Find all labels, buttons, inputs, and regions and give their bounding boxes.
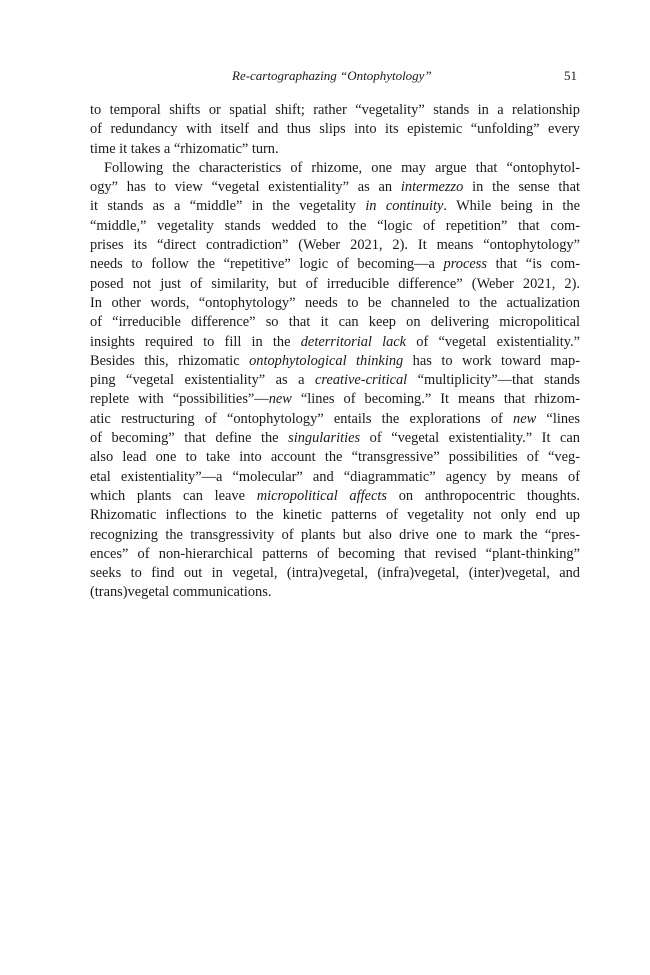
text-run: insights required to fill in the xyxy=(90,333,301,350)
text-line xyxy=(90,197,580,216)
text-line xyxy=(90,487,580,506)
text-run: Rhizomatic inflections to the kinetic patterns of vegetality not only end up xyxy=(90,507,580,524)
text-line xyxy=(90,371,580,390)
text-run: “multiplicity”—that stands xyxy=(407,372,580,389)
text-run: ping “vegetal existentiality” as a xyxy=(90,372,315,389)
italic-phrase: singularities xyxy=(288,430,361,447)
text-run: (trans)vegetal communications. xyxy=(90,584,272,601)
italic-phrase: ontophytological thinking xyxy=(249,352,404,369)
text-run: to temporal shifts or spatial shift; rather “vegetality” stands in a relationship xyxy=(90,102,580,118)
italic-phrase: in continuity xyxy=(365,198,444,215)
text-run: posed not just of similarity, but of irreducible difference” (Weber 2021, 2). xyxy=(90,275,580,292)
italic-phrase: new xyxy=(268,391,292,408)
text-run: ences” of non-hierarchical patterns of becoming that revised “plant-thinking” xyxy=(90,545,580,562)
text-line xyxy=(90,275,580,294)
text-run: of redundancy with itself and thus slips into its epistemic “unfolding” every xyxy=(90,121,580,138)
text-line xyxy=(90,333,580,352)
text-run: etal existentiality”—a “molecular” and “diagrammatic” agency by means of xyxy=(90,468,580,485)
text-run: it stands as a “middle” in the vegetality xyxy=(90,198,366,215)
text-run: Following the characteristics of rhizome, one may argue that “ontophytol- xyxy=(104,159,580,176)
text-run: that “is com- xyxy=(486,256,580,273)
text-run: which plants can leave xyxy=(90,487,257,504)
text-line xyxy=(90,159,580,178)
text-run: Besides this, rhizomatic xyxy=(90,352,250,369)
text-run: of becoming” that define the xyxy=(90,430,289,447)
body-text xyxy=(90,101,580,603)
text-run: needs to follow the “repetitive” logic of becoming—a xyxy=(90,256,444,273)
text-run: “lines of becoming.” It means that rhizom- xyxy=(291,391,580,408)
text-run: “middle,” vegetality stands wedded to the “logic of repetition” that com- xyxy=(90,217,580,234)
text-run: ogy” has to view “vegetal existentiality” as an xyxy=(90,179,401,196)
text-run: prises its “direct contradiction” (Weber 2021, 2). It means “ontophytology” xyxy=(90,237,580,254)
text-line xyxy=(90,236,580,255)
text-line xyxy=(90,294,580,313)
text-run: on anthropocentric thoughts. xyxy=(387,487,580,504)
text-line xyxy=(90,390,580,409)
running-title: Re-cartographazing “Ontophytology” xyxy=(232,68,432,83)
text-run: atic restructuring of “ontophytology” entails the explorations of xyxy=(90,410,514,427)
italic-phrase: creative-critical xyxy=(315,372,408,389)
italic-phrase: micropolitical affects xyxy=(256,487,387,504)
text-run: replete with “possibilities”— xyxy=(90,391,269,408)
text-line xyxy=(90,178,580,197)
text-line xyxy=(90,448,580,467)
text-run: seeks to find out in vegetal, (intra)vegetal, (infra)vegetal, (inter)vegetal, and xyxy=(90,565,580,582)
text-run: recognizing the transgressivity of plants but also drive one to mark the “pres- xyxy=(90,526,580,543)
page-number: 51 xyxy=(564,68,577,83)
italic-phrase: process xyxy=(443,256,487,273)
italic-phrase: deterritorial lack xyxy=(300,333,407,350)
text-line xyxy=(90,313,580,332)
running-head xyxy=(90,67,580,85)
text-line xyxy=(90,217,580,236)
paragraph xyxy=(90,101,580,159)
text-line xyxy=(90,410,580,429)
text-line xyxy=(90,506,580,525)
text-run: time it takes a “rhizomatic” turn. xyxy=(90,140,279,157)
italic-phrase: intermezzo xyxy=(400,179,464,196)
text-run: . While being in the xyxy=(443,198,581,215)
text-run: has to work toward map- xyxy=(403,352,580,369)
text-run: of “irreducible difference” so that it can keep on delivering micropolitical xyxy=(90,314,580,331)
text-line xyxy=(90,564,580,583)
text-line xyxy=(90,140,580,159)
text-line xyxy=(90,545,580,564)
text-line xyxy=(90,429,580,448)
text-run: also lead one to take into account the “transgressive” possibilities of “veg- xyxy=(90,449,580,466)
italic-phrase: new xyxy=(513,410,537,427)
text-run: of “vegetal existentiality.” It can xyxy=(360,430,580,447)
text-run: in the sense that xyxy=(463,179,580,196)
text-run: of “vegetal existentiality.” xyxy=(406,333,580,350)
paragraph xyxy=(90,159,580,603)
text-line xyxy=(90,583,580,602)
text-line xyxy=(90,352,580,371)
text-line xyxy=(90,468,580,487)
text-line xyxy=(90,526,580,545)
text-line xyxy=(90,255,580,274)
text-run: “lines xyxy=(536,410,581,427)
text-line xyxy=(90,101,580,120)
text-line xyxy=(90,120,580,139)
text-run: In other words, “ontophytology” needs to be channeled to the actualization xyxy=(90,294,580,311)
